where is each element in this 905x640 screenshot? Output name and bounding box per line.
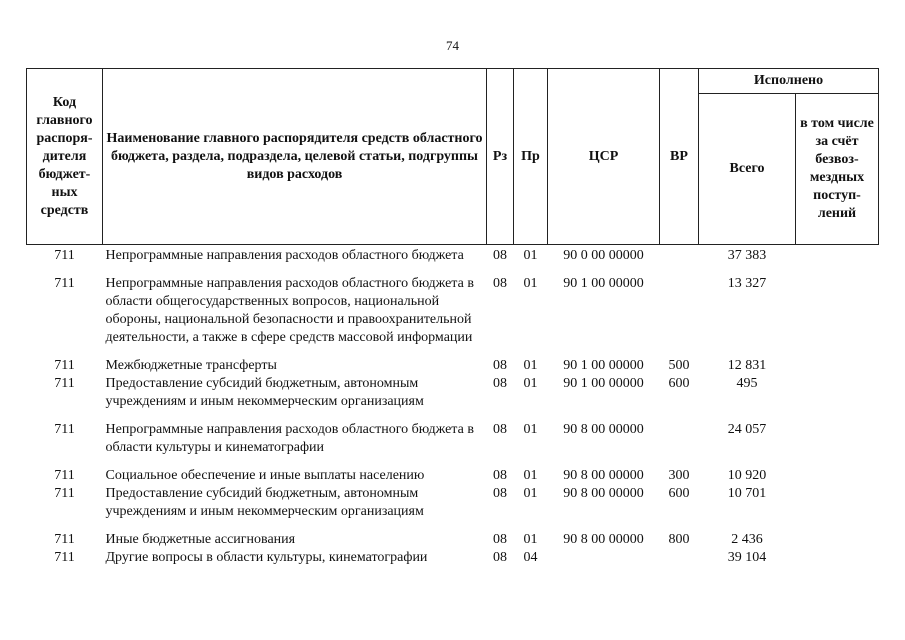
table-row	[27, 467, 879, 485]
page-number: 74	[446, 38, 459, 53]
row-gratuitous	[796, 357, 879, 375]
row-code: 711	[54, 276, 75, 291]
row-pr: 01	[523, 276, 538, 291]
row-code: 711	[54, 376, 75, 391]
row-vr	[660, 275, 699, 347]
row-total: 13 327	[727, 276, 767, 291]
row-name: Межбюджетные трансферты	[105, 358, 277, 373]
row-total: 10 701	[727, 486, 767, 501]
row-code: 711	[54, 468, 75, 483]
row-name: Предоставление субсидий бюджетным, автономным учреждениям и иным некоммерческим организациям	[105, 376, 424, 409]
row-csr: 90 8 00 00000	[563, 422, 644, 437]
header-executed: Исполнено	[699, 69, 879, 94]
header-vr: ВР	[660, 69, 699, 245]
row-pr: 01	[523, 532, 538, 547]
row-total: 24 057	[727, 422, 767, 437]
row-pr: 04	[523, 550, 538, 565]
table-body	[27, 245, 879, 568]
table-row	[27, 485, 879, 521]
row-name: Непрограммные направления расходов областного бюджета	[105, 248, 464, 263]
budget-table	[26, 68, 879, 567]
row-rz: 08	[493, 422, 507, 437]
row-code: 711	[54, 532, 75, 547]
row-total: 37 383	[727, 248, 767, 263]
table-row	[27, 531, 879, 549]
row-gratuitous	[796, 549, 879, 567]
row-pr: 01	[523, 248, 538, 263]
row-rz: 08	[493, 468, 507, 483]
row-vr	[660, 421, 699, 457]
row-gratuitous	[796, 467, 879, 485]
row-code: 711	[54, 248, 75, 263]
row-pr: 01	[523, 376, 538, 391]
row-total: 495	[736, 376, 758, 391]
row-code: 711	[54, 358, 75, 373]
row-total: 39 104	[727, 550, 767, 565]
row-csr: 90 8 00 00000	[563, 468, 644, 483]
row-rz: 08	[493, 550, 507, 565]
row-csr: 90 8 00 00000	[563, 486, 644, 501]
row-name: Предоставление субсидий бюджетным, автономным учреждениям и иным некоммерческим организациям	[105, 486, 424, 519]
row-vr: 500	[668, 358, 690, 373]
row-csr: 90 0 00 00000	[563, 248, 644, 263]
table-row	[27, 275, 879, 347]
row-gratuitous	[796, 245, 879, 266]
row-total: 2 436	[731, 532, 763, 547]
row-rz: 08	[493, 276, 507, 291]
row-gratuitous	[796, 531, 879, 549]
row-rz: 08	[493, 486, 507, 501]
header-code: Код главного распоря-дителя бюджет-ных средств	[27, 69, 103, 245]
row-gratuitous	[796, 421, 879, 457]
table-row	[27, 549, 879, 567]
row-code: 711	[54, 486, 75, 501]
row-rz: 08	[493, 248, 507, 263]
table-row	[27, 421, 879, 457]
row-pr: 01	[523, 422, 538, 437]
row-vr: 600	[668, 486, 690, 501]
row-rz: 08	[493, 532, 507, 547]
row-code: 711	[54, 422, 75, 437]
row-csr: 90 8 00 00000	[563, 532, 644, 547]
row-pr: 01	[523, 358, 538, 373]
row-name: Непрограммные направления расходов областного бюджета в области общегосударственных вопросов, национальной обороны, национальной безопасности и правоохранительной деятельности, а также в сфере средств массовой информации	[105, 276, 474, 345]
header-total: Всего	[699, 94, 796, 245]
row-csr: 90 1 00 00000	[563, 276, 644, 291]
row-name: Иные бюджетные ассигнования	[105, 532, 296, 547]
header-gratuitous: в том числе за счёт безвоз-мездных поступ-лений	[796, 94, 879, 245]
row-vr	[660, 549, 699, 567]
header-pr: Пр	[514, 69, 548, 245]
row-total: 10 920	[727, 468, 767, 483]
row-name: Социальное обеспечение и иные выплаты населению	[105, 468, 425, 483]
table-row	[27, 245, 879, 266]
row-vr: 800	[668, 532, 690, 547]
row-gratuitous	[796, 275, 879, 347]
row-csr: 90 1 00 00000	[563, 358, 644, 373]
row-code: 711	[54, 550, 75, 565]
row-pr: 01	[523, 468, 538, 483]
row-csr: 90 1 00 00000	[563, 376, 644, 391]
row-vr: 600	[668, 376, 690, 391]
table-header	[27, 69, 879, 245]
row-csr	[548, 549, 660, 567]
header-rz: Рз	[487, 69, 514, 245]
row-vr: 300	[668, 468, 690, 483]
row-name: Непрограммные направления расходов областного бюджета в области культуры и кинематографии	[105, 422, 474, 455]
header-csr: ЦСР	[548, 69, 660, 245]
row-rz: 08	[493, 358, 507, 373]
table-row	[27, 357, 879, 375]
row-gratuitous	[796, 375, 879, 411]
table-row	[27, 375, 879, 411]
row-name: Другие вопросы в области культуры, кинематографии	[105, 550, 428, 565]
row-gratuitous	[796, 485, 879, 521]
row-rz: 08	[493, 376, 507, 391]
row-total: 12 831	[727, 358, 767, 373]
row-pr: 01	[523, 486, 538, 501]
header-name: Наименование главного распорядителя средств областного бюджета, раздела, подраздела, целевой статьи, подгруппы видов расходов	[103, 69, 487, 245]
row-vr	[660, 245, 699, 266]
